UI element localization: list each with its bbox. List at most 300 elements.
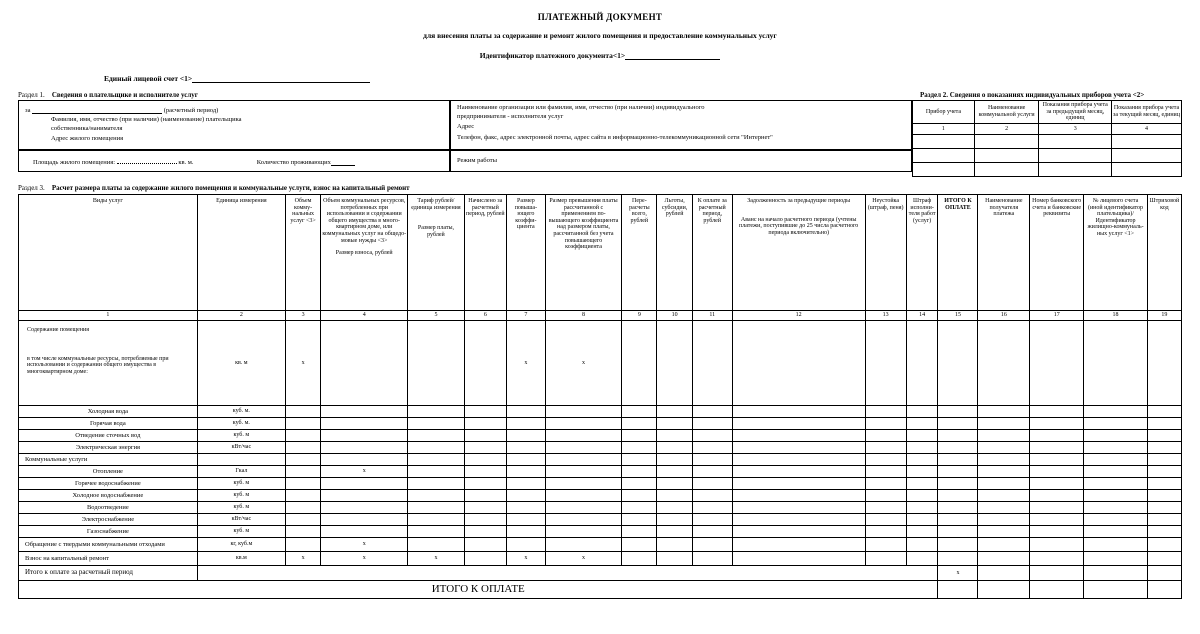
total-period-personal[interactable] xyxy=(1084,566,1148,581)
meters-cell[interactable] xyxy=(1112,135,1182,149)
cell-barcode[interactable] xyxy=(1147,454,1181,466)
cell-penalty[interactable] xyxy=(865,430,906,442)
cell-excess[interactable] xyxy=(545,442,621,454)
cell-barcode[interactable] xyxy=(1147,466,1181,478)
cell-excess[interactable] xyxy=(545,538,621,552)
cell-barcode[interactable] xyxy=(1147,321,1181,406)
cell-excess[interactable] xyxy=(545,526,621,538)
cell-recalculations[interactable] xyxy=(622,478,657,490)
cell-personal-account[interactable] xyxy=(1084,526,1148,538)
cell-barcode[interactable] xyxy=(1147,442,1181,454)
table-row[interactable] xyxy=(19,490,1182,502)
cell-personal-account[interactable] xyxy=(1084,538,1148,552)
cell-bank-account[interactable] xyxy=(1030,514,1084,526)
cell-common-volume[interactable] xyxy=(321,514,408,526)
cell-total[interactable] xyxy=(938,490,978,502)
cell-penalty[interactable] xyxy=(865,406,906,418)
cell-coefficient[interactable] xyxy=(506,502,545,514)
cell-benefits[interactable] xyxy=(657,442,692,454)
cell-debt[interactable] xyxy=(732,478,865,490)
cell-personal-account[interactable] xyxy=(1084,490,1148,502)
cell-personal-account[interactable] xyxy=(1084,418,1148,430)
cell-to-pay[interactable] xyxy=(692,430,732,442)
table-row[interactable] xyxy=(19,430,1182,442)
grand-total-value[interactable] xyxy=(938,581,978,599)
cell-fine[interactable] xyxy=(906,538,938,552)
cell-bank-account[interactable] xyxy=(1030,478,1084,490)
cell-benefits[interactable] xyxy=(657,490,692,502)
cell-excess[interactable]: х xyxy=(545,552,621,566)
cell-benefits[interactable] xyxy=(657,430,692,442)
cell-to-pay[interactable] xyxy=(692,466,732,478)
table-row[interactable] xyxy=(19,526,1182,538)
cell-total[interactable] xyxy=(938,454,978,466)
payer-period-blank[interactable] xyxy=(32,105,162,114)
cell-volume[interactable]: х xyxy=(285,321,320,406)
cell-benefits[interactable] xyxy=(657,526,692,538)
cell-fine[interactable] xyxy=(906,430,938,442)
cell-common-volume[interactable]: х xyxy=(321,552,408,566)
cell-total[interactable] xyxy=(938,466,978,478)
meters-cell[interactable] xyxy=(974,163,1039,177)
cell-benefits[interactable] xyxy=(657,321,692,406)
account-blank[interactable] xyxy=(192,73,370,83)
meters-cell[interactable] xyxy=(1039,149,1112,163)
row-unit-wastewater[interactable]: куб. м xyxy=(197,430,285,442)
total-period-barcode[interactable] xyxy=(1147,566,1181,581)
cell-penalty[interactable] xyxy=(865,526,906,538)
cell-fine[interactable] xyxy=(906,490,938,502)
cell-bank-account[interactable] xyxy=(1030,321,1084,406)
row-unit-electricity-common[interactable]: кВт/час xyxy=(197,442,285,454)
grand-total-bank[interactable] xyxy=(1030,581,1084,599)
cell-recalculations[interactable] xyxy=(622,454,657,466)
cell-debt[interactable] xyxy=(732,418,865,430)
cell-to-pay[interactable] xyxy=(692,418,732,430)
cell-to-pay[interactable] xyxy=(692,321,732,406)
cell-barcode[interactable] xyxy=(1147,514,1181,526)
area-blank[interactable] xyxy=(117,163,177,164)
col-head-personal-account: № лицевого счета (иной идентификатор плательщика)/ Идентификатор жилищно-коммунальных услуг <1> xyxy=(1084,195,1148,311)
cell-common-volume[interactable] xyxy=(321,430,408,442)
cell-coefficient[interactable] xyxy=(506,538,545,552)
cell-common-volume[interactable]: х xyxy=(321,466,408,478)
cell-tariff[interactable] xyxy=(408,490,464,502)
cell-personal-account[interactable] xyxy=(1084,406,1148,418)
cell-to-pay[interactable] xyxy=(692,454,732,466)
cell-accrued[interactable] xyxy=(464,466,506,478)
cell-benefits[interactable] xyxy=(657,502,692,514)
cell-recalculations[interactable] xyxy=(622,526,657,538)
cell-tariff[interactable] xyxy=(408,514,464,526)
cell-to-pay[interactable] xyxy=(692,478,732,490)
cell-tariff[interactable] xyxy=(408,526,464,538)
cell-tariff[interactable] xyxy=(408,478,464,490)
cell-penalty[interactable] xyxy=(865,478,906,490)
cell-fine[interactable] xyxy=(906,442,938,454)
cell-personal-account[interactable] xyxy=(1084,442,1148,454)
cell-barcode[interactable] xyxy=(1147,538,1181,552)
cell-volume[interactable] xyxy=(285,418,320,430)
cell-barcode[interactable] xyxy=(1147,406,1181,418)
cell-tariff[interactable]: х xyxy=(408,552,464,566)
cell-accrued[interactable] xyxy=(464,538,506,552)
cell-volume[interactable] xyxy=(285,490,320,502)
cell-volume[interactable] xyxy=(285,430,320,442)
cell-fine[interactable] xyxy=(906,552,938,566)
cell-accrued[interactable] xyxy=(464,490,506,502)
cell-common-volume[interactable] xyxy=(321,490,408,502)
cell-volume[interactable] xyxy=(285,478,320,490)
residents-blank[interactable] xyxy=(331,157,355,166)
meters-cell[interactable] xyxy=(913,163,975,177)
cell-recalculations[interactable] xyxy=(622,406,657,418)
cell-recalculations[interactable] xyxy=(622,418,657,430)
cell-personal-account[interactable] xyxy=(1084,478,1148,490)
cell-debt[interactable] xyxy=(732,490,865,502)
cell-accrued[interactable] xyxy=(464,418,506,430)
cell-accrued[interactable] xyxy=(464,442,506,454)
cell-bank-account[interactable] xyxy=(1030,430,1084,442)
total-period-bank[interactable] xyxy=(1030,566,1084,581)
cell-total[interactable] xyxy=(938,526,978,538)
cell-recalculations[interactable] xyxy=(622,502,657,514)
cell-bank-account[interactable] xyxy=(1030,454,1084,466)
cell-tariff[interactable] xyxy=(408,502,464,514)
cell-fine[interactable] xyxy=(906,406,938,418)
cell-coefficient[interactable]: х xyxy=(506,552,545,566)
cell-benefits[interactable] xyxy=(657,454,692,466)
row-unit-gas-supply[interactable]: куб. м xyxy=(197,526,285,538)
cell-recipient[interactable] xyxy=(978,321,1030,406)
cell-excess[interactable]: х xyxy=(545,321,621,406)
cell-tariff[interactable] xyxy=(408,430,464,442)
cell-recipient[interactable] xyxy=(978,478,1030,490)
cell-tariff[interactable] xyxy=(408,454,464,466)
cell-barcode[interactable] xyxy=(1147,478,1181,490)
row-unit-cold-water[interactable]: куб. м. xyxy=(197,406,285,418)
cell-excess[interactable] xyxy=(545,514,621,526)
cell-debt[interactable] xyxy=(732,526,865,538)
cell-bank-account[interactable] xyxy=(1030,418,1084,430)
cell-recalculations[interactable] xyxy=(622,490,657,502)
cell-to-pay[interactable] xyxy=(692,538,732,552)
row-unit-maintenance[interactable]: кв. м xyxy=(197,321,285,406)
cell-recipient[interactable] xyxy=(978,526,1030,538)
cell-common-volume[interactable] xyxy=(321,418,408,430)
cell-penalty[interactable] xyxy=(865,418,906,430)
table-row[interactable] xyxy=(19,466,1182,478)
meters-cell[interactable] xyxy=(913,135,975,149)
cell-excess[interactable] xyxy=(545,490,621,502)
meters-cell[interactable] xyxy=(913,149,975,163)
cell-fine[interactable] xyxy=(906,526,938,538)
cell-accrued[interactable] xyxy=(464,430,506,442)
meters-cell[interactable] xyxy=(1039,135,1112,149)
row-unit-water-disposal[interactable]: куб. м xyxy=(197,502,285,514)
meters-cell[interactable] xyxy=(1112,149,1182,163)
cell-coefficient[interactable] xyxy=(506,442,545,454)
cell-to-pay[interactable] xyxy=(692,406,732,418)
cell-penalty[interactable] xyxy=(865,502,906,514)
cell-volume[interactable] xyxy=(285,454,320,466)
row-unit-power-supply[interactable]: кВт/час xyxy=(197,514,285,526)
cell-personal-account[interactable] xyxy=(1084,552,1148,566)
cell-total[interactable] xyxy=(938,418,978,430)
cell-accrued[interactable] xyxy=(464,321,506,406)
cell-fine[interactable] xyxy=(906,321,938,406)
cell-volume[interactable] xyxy=(285,514,320,526)
cell-recalculations[interactable] xyxy=(622,538,657,552)
cell-recipient[interactable] xyxy=(978,430,1030,442)
cell-common-volume[interactable] xyxy=(321,526,408,538)
cell-total[interactable] xyxy=(938,514,978,526)
cell-benefits[interactable] xyxy=(657,538,692,552)
cell-coefficient[interactable] xyxy=(506,430,545,442)
cell-recipient[interactable] xyxy=(978,442,1030,454)
cell-bank-account[interactable] xyxy=(1030,466,1084,478)
table-row[interactable] xyxy=(19,406,1182,418)
cell-penalty[interactable] xyxy=(865,454,906,466)
cell-bank-account[interactable] xyxy=(1030,406,1084,418)
cell-total[interactable] xyxy=(938,321,978,406)
cell-barcode[interactable] xyxy=(1147,430,1181,442)
cell-penalty[interactable] xyxy=(865,321,906,406)
cell-to-pay[interactable] xyxy=(692,552,732,566)
cell-tariff[interactable] xyxy=(408,418,464,430)
cell-excess[interactable] xyxy=(545,418,621,430)
row-unit-solid-waste[interactable]: кг, куб.м xyxy=(197,538,285,552)
cell-to-pay[interactable] xyxy=(692,490,732,502)
cell-personal-account[interactable] xyxy=(1084,502,1148,514)
cell-accrued[interactable] xyxy=(464,406,506,418)
cell-debt[interactable] xyxy=(732,552,865,566)
cell-penalty[interactable] xyxy=(865,538,906,552)
cell-excess[interactable] xyxy=(545,502,621,514)
cell-bank-account[interactable] xyxy=(1030,490,1084,502)
cell-benefits[interactable] xyxy=(657,478,692,490)
cell-barcode[interactable] xyxy=(1147,526,1181,538)
cell-fine[interactable] xyxy=(906,478,938,490)
cell-accrued[interactable] xyxy=(464,454,506,466)
cell-recalculations[interactable] xyxy=(622,321,657,406)
cell-debt[interactable] xyxy=(732,321,865,406)
cell-personal-account[interactable] xyxy=(1084,466,1148,478)
cell-volume[interactable] xyxy=(285,538,320,552)
cell-excess[interactable] xyxy=(545,454,621,466)
cell-coefficient[interactable] xyxy=(506,418,545,430)
cell-barcode[interactable] xyxy=(1147,418,1181,430)
cell-penalty[interactable] xyxy=(865,466,906,478)
cell-coefficient[interactable] xyxy=(506,454,545,466)
cell-personal-account[interactable] xyxy=(1084,430,1148,442)
cell-total[interactable] xyxy=(938,442,978,454)
table-row[interactable] xyxy=(19,502,1182,514)
cell-total[interactable] xyxy=(938,478,978,490)
cell-to-pay[interactable] xyxy=(692,502,732,514)
grand-total-recipient[interactable] xyxy=(978,581,1030,599)
cell-penalty[interactable] xyxy=(865,490,906,502)
cell-recalculations[interactable] xyxy=(622,442,657,454)
cell-recalculations[interactable] xyxy=(622,466,657,478)
cell-coefficient[interactable] xyxy=(506,478,545,490)
cell-benefits[interactable] xyxy=(657,514,692,526)
cell-fine[interactable] xyxy=(906,418,938,430)
cell-debt[interactable] xyxy=(732,454,865,466)
cell-recipient[interactable] xyxy=(978,490,1030,502)
cell-common-volume[interactable] xyxy=(321,454,408,466)
cell-recipient[interactable] xyxy=(978,406,1030,418)
meters-cell[interactable] xyxy=(974,149,1039,163)
cell-total[interactable] xyxy=(938,430,978,442)
cell-total[interactable] xyxy=(938,538,978,552)
row-unit-heating[interactable]: Гкал xyxy=(197,466,285,478)
cell-volume[interactable]: х xyxy=(285,552,320,566)
cell-recalculations[interactable] xyxy=(622,552,657,566)
cell-debt[interactable] xyxy=(732,502,865,514)
cell-common-volume[interactable] xyxy=(321,406,408,418)
cell-common-volume[interactable] xyxy=(321,442,408,454)
meters-cell[interactable] xyxy=(1039,163,1112,177)
cell-penalty[interactable] xyxy=(865,514,906,526)
cell-coefficient[interactable]: х xyxy=(506,321,545,406)
cell-coefficient[interactable] xyxy=(506,466,545,478)
cell-common-volume[interactable] xyxy=(321,502,408,514)
cell-coefficient[interactable] xyxy=(506,490,545,502)
table-row[interactable] xyxy=(913,135,1182,149)
cell-volume[interactable] xyxy=(285,466,320,478)
row-unit-capital-repair[interactable]: кв.м xyxy=(197,552,285,566)
table-row[interactable] xyxy=(913,163,1182,177)
cell-tariff[interactable] xyxy=(408,321,464,406)
row-unit-cold-water-supply[interactable]: куб. м xyxy=(197,490,285,502)
meters-cell[interactable] xyxy=(974,135,1039,149)
cell-fine[interactable] xyxy=(906,502,938,514)
cell-fine[interactable] xyxy=(906,514,938,526)
cell-total[interactable] xyxy=(938,406,978,418)
cell-recipient[interactable] xyxy=(978,418,1030,430)
cell-accrued[interactable] xyxy=(464,552,506,566)
cell-recalculations[interactable] xyxy=(622,430,657,442)
cell-common-volume[interactable] xyxy=(321,478,408,490)
cell-common-volume[interactable] xyxy=(321,321,408,406)
table-row[interactable] xyxy=(19,418,1182,430)
total-period-blank[interactable] xyxy=(197,566,938,581)
cell-excess[interactable] xyxy=(545,466,621,478)
cell-debt[interactable] xyxy=(732,538,865,552)
cell-coefficient[interactable] xyxy=(506,514,545,526)
cell-debt[interactable] xyxy=(732,406,865,418)
cell-volume[interactable] xyxy=(285,502,320,514)
table-row[interactable] xyxy=(19,454,1182,466)
cell-tariff[interactable] xyxy=(408,442,464,454)
cell-recipient[interactable] xyxy=(978,538,1030,552)
cell-personal-account[interactable] xyxy=(1084,321,1148,406)
cell-recalculations[interactable] xyxy=(622,514,657,526)
cell-barcode[interactable] xyxy=(1147,552,1181,566)
table-row[interactable] xyxy=(19,552,1182,566)
cell-tariff[interactable] xyxy=(408,406,464,418)
cell-fine[interactable] xyxy=(906,466,938,478)
cell-bank-account[interactable] xyxy=(1030,538,1084,552)
cell-tariff[interactable] xyxy=(408,538,464,552)
cell-recipient[interactable] xyxy=(978,552,1030,566)
cell-recipient[interactable] xyxy=(978,502,1030,514)
meters-num-1: 1 xyxy=(913,124,975,135)
cell-coefficient[interactable] xyxy=(506,526,545,538)
document-identifier-blank[interactable] xyxy=(625,51,720,60)
table-row[interactable] xyxy=(19,321,1182,406)
table-row[interactable] xyxy=(19,538,1182,552)
cell-recipient[interactable] xyxy=(978,466,1030,478)
cell-recipient[interactable] xyxy=(978,454,1030,466)
cell-penalty[interactable] xyxy=(865,442,906,454)
cell-bank-account[interactable] xyxy=(1030,502,1084,514)
cell-total[interactable] xyxy=(938,502,978,514)
cell-personal-account[interactable] xyxy=(1084,514,1148,526)
cell-accrued[interactable] xyxy=(464,526,506,538)
table-row[interactable] xyxy=(19,514,1182,526)
cell-benefits[interactable] xyxy=(657,552,692,566)
total-period-recipient[interactable] xyxy=(978,566,1030,581)
cell-to-pay[interactable] xyxy=(692,442,732,454)
row-unit-hot-water-supply[interactable]: куб. м xyxy=(197,478,285,490)
cell-total[interactable] xyxy=(938,552,978,566)
cell-debt[interactable] xyxy=(732,430,865,442)
cell-penalty[interactable] xyxy=(865,552,906,566)
grand-total-barcode[interactable] xyxy=(1147,581,1181,599)
cell-to-pay[interactable] xyxy=(692,514,732,526)
cell-excess[interactable] xyxy=(545,406,621,418)
meters-cell[interactable] xyxy=(1112,163,1182,177)
cell-bank-account[interactable] xyxy=(1030,526,1084,538)
cell-recipient[interactable] xyxy=(978,514,1030,526)
cell-accrued[interactable] xyxy=(464,514,506,526)
cell-fine[interactable] xyxy=(906,454,938,466)
cell-benefits[interactable] xyxy=(657,418,692,430)
cell-volume[interactable] xyxy=(285,526,320,538)
total-period-mark[interactable]: х xyxy=(938,566,978,581)
table-row[interactable] xyxy=(913,149,1182,163)
row-unit-hot-water[interactable]: куб. м. xyxy=(197,418,285,430)
executor-address-label: Адрес xyxy=(457,123,475,130)
cell-coefficient[interactable] xyxy=(506,406,545,418)
cell-excess[interactable] xyxy=(545,478,621,490)
cell-volume[interactable] xyxy=(285,406,320,418)
cell-volume[interactable] xyxy=(285,442,320,454)
cell-accrued[interactable] xyxy=(464,502,506,514)
row-unit-utility-services[interactable] xyxy=(197,454,285,466)
cell-accrued[interactable] xyxy=(464,478,506,490)
cell-barcode[interactable] xyxy=(1147,490,1181,502)
cell-excess[interactable] xyxy=(545,430,621,442)
cell-to-pay[interactable] xyxy=(692,526,732,538)
grand-total-personal[interactable] xyxy=(1084,581,1148,599)
table-row[interactable] xyxy=(19,442,1182,454)
cell-debt[interactable] xyxy=(732,442,865,454)
cell-barcode[interactable] xyxy=(1147,502,1181,514)
cell-personal-account[interactable] xyxy=(1084,454,1148,466)
cell-bank-account[interactable] xyxy=(1030,442,1084,454)
cell-benefits[interactable] xyxy=(657,406,692,418)
table-row[interactable] xyxy=(19,478,1182,490)
cell-debt[interactable] xyxy=(732,466,865,478)
cell-bank-account[interactable] xyxy=(1030,552,1084,566)
cell-tariff[interactable] xyxy=(408,466,464,478)
cell-common-volume[interactable]: х xyxy=(321,538,408,552)
cell-debt[interactable] xyxy=(732,514,865,526)
cell-benefits[interactable] xyxy=(657,466,692,478)
